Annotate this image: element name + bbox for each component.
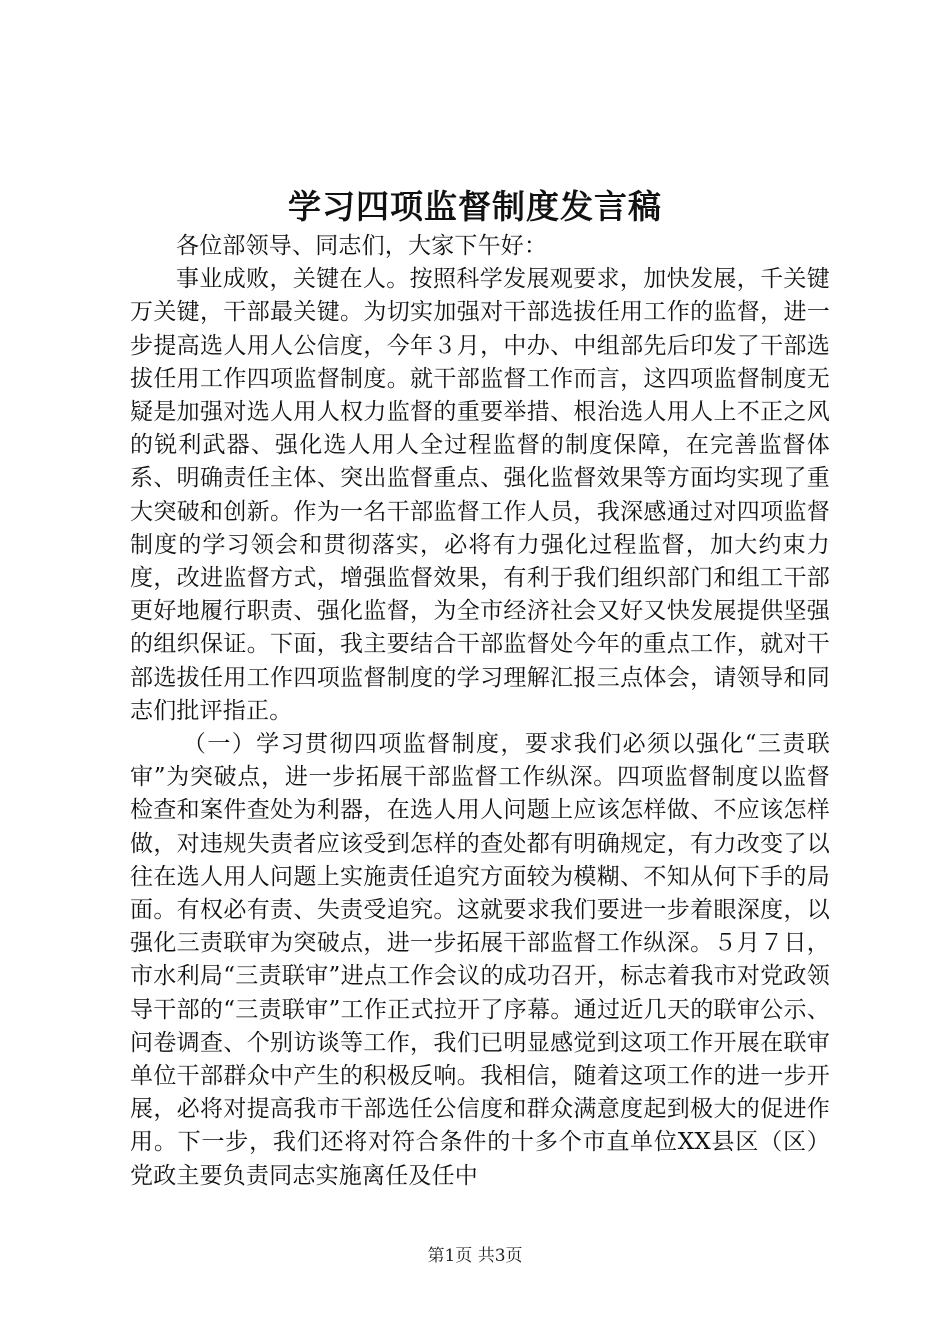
page-title: 学习四项监督制度发言稿 — [288, 187, 662, 226]
section-one-paragraph: （一）学习贯彻四项监督制度，要求我们必须以强化“三责联审”为突破点，进一步拓展干部监督工作纵深。四项监督制度以监督检查和案件查处为利器，在选人用人问题上应该怎样做、不应该怎样做，对违规失责者应该受到怎样的查处都有明确规定，有力改变了以往在选人用人问题上实施责任追究方面较为模糊、不知从何下手的局面。有权必有责、失责受追究。这就要求我们要进一步着眼深度，以强化三责联审为突破点，进一步拓展干部监督工作纵深。５月７日，市水利局“三责联审”进点工作会议的成功召开，标志着我市对党政领导干部的“三责联审”工作正式拉开了序幕。通过近几天的联审公示、问卷调查、个别访谈等工作，我们已明显感觉到这项工作开展在联审单位干部群众中产生的积极反响。我相信，随着这项工作的进一步开展，必将对提高我市干部选任公信度和群众满意度起到极大的促进作用。下一步，我们还将对符合条件的十多个市直单位XX县区（区）党政主要负责同志实施离任及任中 — [130, 731, 830, 1189]
body-paragraph: 事业成败，关键在人。按照科学发展观要求，加快发展，千关键万关键，干部最关键。为切实加强对干部选拔任用工作的监督，进一步提高选人用人公信度，今年３月，中办、中组部先后印发了干部选拔任用工作四项监督制度。就干部监督工作而言，这四项监督制度无疑是加强对选人用人权力监督的重要举措、根治选人用人上不正之风的锐利武器、强化选人用人全过程监督的制度保障，在完善监督体系、明确责任主体、突出监督重点、强化监督效果等方面均实现了重大突破和创新。作为一名干部监督工作人员，我深感通过对四项监督制度的学习领会和贯彻落实，必将有力强化过程监督，加大约束力度，改进监督方式，增强监督效果，有利于我们组织部门和组工干部更好地履行职责、强化监督，为全市经济社会又好又快发展提供坚强的组织保证。下面，我主要结合干部监督处今年的重点工作，就对干部选拔任用工作四项监督制度的学习理解汇报三点体会，请领导和同志们批评指正。 — [130, 266, 830, 724]
page-footer: 第1页 共3页 — [427, 1246, 523, 1266]
document-body — [130, 230, 830, 1193]
salutation-paragraph: 各位部领导、同志们，大家下午好： — [176, 233, 548, 259]
